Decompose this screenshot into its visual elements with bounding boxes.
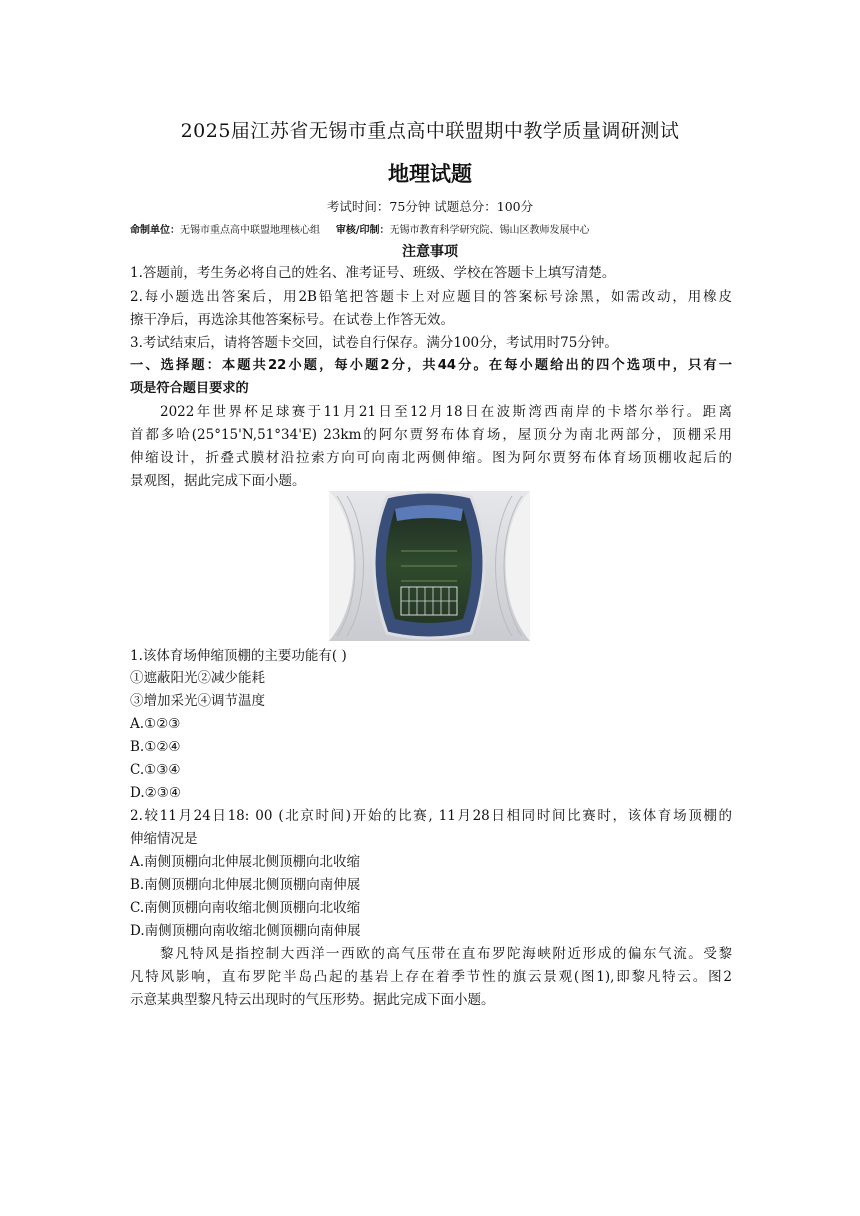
passage2-line3: 示意某典型黎凡特云出现时的气压形势。据此完成下面小题。: [130, 992, 495, 1008]
passage1-line1: 2022年世界杯足球赛于11月21日至12月18日在波斯湾西南岸的卡塔尔举行。距离: [160, 404, 732, 420]
q2-option-b: B.南侧顶棚向北伸展北侧顶棚向南伸展: [130, 877, 361, 893]
q1-option-c: C.①③④: [130, 762, 181, 778]
q2-stem-line1: 2.较11月24日18: 00 (北京时间)开始的比赛, 11月28日相同时间比赛时，该体育场顶棚的: [130, 808, 732, 824]
notice-item-3: 3.考试结束后，请将答题卡交回，试卷自行保存。满分100分，考试用时75分钟。: [130, 335, 618, 351]
exam-info: 考试时间：75分钟 试题总分：100分: [326, 199, 534, 214]
passage2-line1: 黎凡特风是指控制大西洋一西欧的高气压带在直布罗陀海峡附近形成的偏东气流。受黎: [160, 946, 732, 962]
q1-option-a: A.①②③: [130, 716, 181, 732]
notice-item-1: 1.答题前，考生务必将自己的姓名、准考证号、班级、学校在答题卡上填写清楚。: [130, 265, 616, 281]
passage1-line3: 伸缩设计，折叠式膜材沿拉索方向可向南北两侧伸缩。图为阿尔贾努布体育场顶棚收起后的: [130, 450, 732, 466]
notice-item-2-cont: 擦干净后，再选涂其他答案标号。在试卷上作答无效。: [130, 312, 454, 328]
subject-title: 地理试题: [388, 162, 472, 186]
q2-option-a: A.南侧顶棚向北伸展北侧顶棚向北收缩: [130, 854, 361, 870]
exam-title: 2025届江苏省无锡市重点高中联盟期中教学质量调研测试: [180, 120, 680, 142]
passage1-line2: 首都多哈(25°15'N,51°34'E) 23km的阿尔贾努布体育场，屋顶分为南北两部分，顶棚采用: [130, 427, 732, 443]
section-heading-line1: 一、选择题：本题共22小题，每小题2分，共44分。在每小题给出的四个选项中，只有一: [130, 358, 732, 373]
q2-option-d: D.南侧顶棚向南收缩北侧顶棚向南伸展: [130, 923, 361, 939]
author-line: [130, 221, 730, 236]
passage1-line4: 景观图，据此完成下面小题。: [130, 473, 306, 489]
q1-stem: 1.该体育场伸缩顶棚的主要功能有( ): [130, 648, 347, 664]
q1-option-d: D.②③④: [130, 785, 181, 801]
notice-item-2: 2.每小题选出答案后，用2B铅笔把答题卡上对应题目的答案标号涂黑，如需改动，用橡皮: [130, 289, 732, 305]
review-label: 审核/印制：: [335, 225, 390, 236]
q1-facts-1: ①遮蔽阳光②减少能耗: [130, 670, 265, 686]
stadium-photo: [329, 491, 530, 641]
notice-title: 注意事项: [402, 244, 458, 260]
author-label: 命制单位：: [130, 225, 180, 236]
q1-facts-2: ③增加采光④调节温度: [130, 693, 265, 709]
passage2-line2: 凡特风影响，直布罗陀半岛凸起的基岩上存在着季节性的旗云景观(图1),即黎凡特云。图2: [130, 969, 732, 985]
section-heading-line2: 项是符合题目要求的: [130, 381, 249, 396]
q2-stem-line2: 伸缩情况是: [130, 831, 198, 847]
stadium-photo-image: [329, 491, 530, 641]
q2-option-c: C.南侧顶棚向南收缩北侧顶棚向北收缩: [130, 900, 361, 916]
review-value: 无锡市教育科学研究院、锡山区教师发展中心: [389, 225, 590, 236]
q1-option-b: B.①②④: [130, 739, 181, 755]
author-value: 无锡市重点高中联盟地理核心组: [180, 225, 320, 236]
